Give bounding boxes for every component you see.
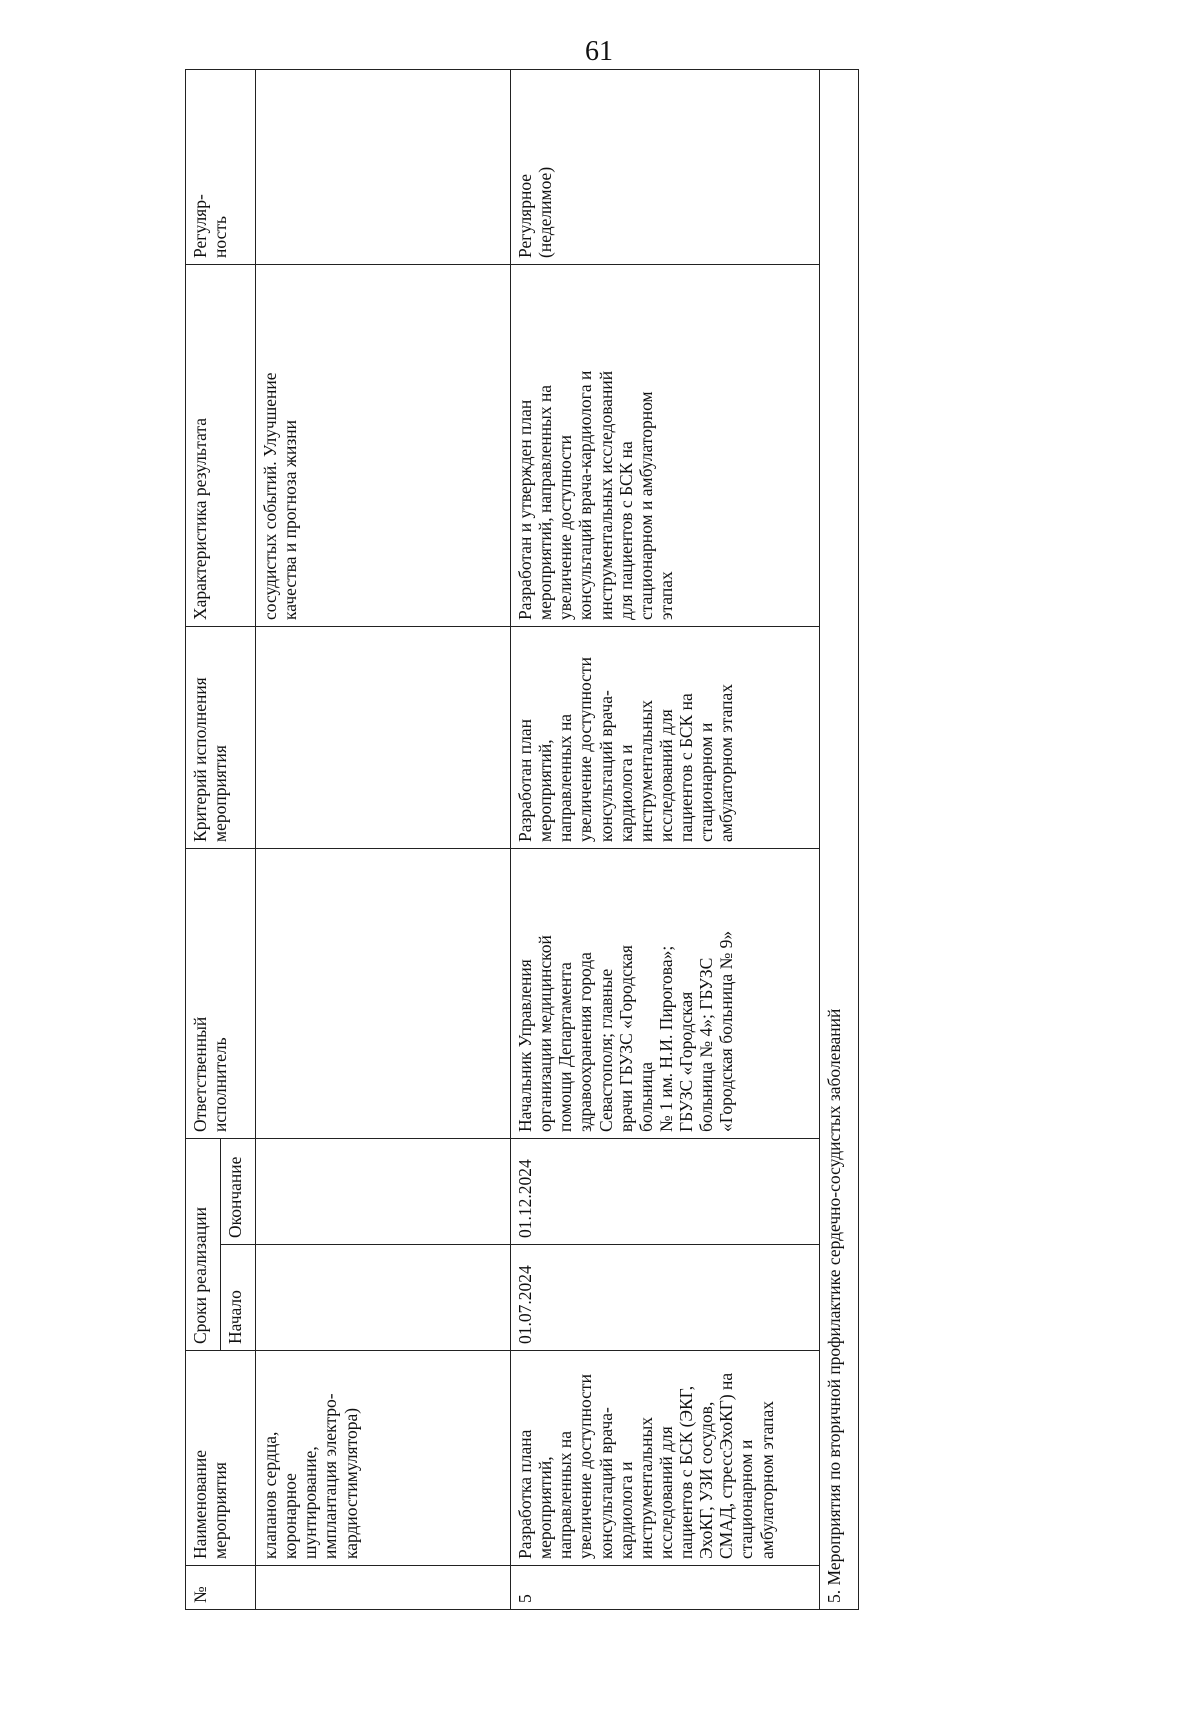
table-row bbox=[256, 69, 511, 1609]
header-dates: Сроки реализации bbox=[186, 1138, 221, 1350]
header-result: Характеристика результата bbox=[186, 264, 256, 626]
header-regularity: Регуляр- ность bbox=[186, 69, 256, 264]
page-number: 61 bbox=[585, 36, 613, 67]
rotated-table-container bbox=[185, 70, 844, 1610]
header-start: Начало bbox=[221, 1245, 256, 1351]
cell-end: 01.12.2024 bbox=[511, 1138, 820, 1244]
cell-criterion bbox=[256, 626, 511, 848]
cell-start: 01.07.2024 bbox=[511, 1245, 820, 1351]
cell-criterion: Разработан план мероприятий, направленных на увеличение доступности консультаций врача- кардиолога и инструментальных исследований для пациентов с БСК на стационарном и амбулаторном этапах bbox=[511, 626, 820, 848]
cell-result: Разработан и утвержден план мероприятий, направленных на увеличение доступности консультаций врача-кардиолога и инструментальных исследований для пациентов с БСК на стационарном и амбулаторном этапах bbox=[511, 264, 820, 626]
cell-name: клапанов сердца, коронарное шунтирование, имплантация электро- кардиостимулятора) bbox=[256, 1351, 511, 1566]
header-responsible: Ответственный исполнитель bbox=[186, 848, 256, 1138]
header-num: № bbox=[186, 1566, 256, 1610]
activities-table bbox=[185, 69, 859, 1610]
cell-result: сосудистых событий. Улучшение качества и прогноза жизни bbox=[256, 264, 511, 626]
cell-responsible: Начальник Управления организации медицинской помощи Департамента здравоохранения города Севастополя; главные врачи ГБУЗС «Городская больница № 1 им. Н.И. Пирогова»; ГБУЗС «Городская больница № 4»; ГБУЗС «Городская больница № 9» bbox=[511, 848, 820, 1138]
header-name: Наименование мероприятия bbox=[186, 1351, 256, 1566]
table-header-row bbox=[186, 69, 221, 1609]
cell-name: Разработка плана мероприятий, направленных на увеличение доступности консультаций врача- кардиолога и инструментальных исследований для пациентов с БСК (ЭКГ, ЭхоКГ, УЗИ сосудов, СМАД, стрессЭхоКГ) на стационарном и амбулаторном этапах bbox=[511, 1351, 820, 1566]
section-title: 5. Мероприятия по вторичной профилактике сердечно-сосудистых заболеваний bbox=[820, 69, 859, 1609]
header-end: Окончание bbox=[221, 1138, 256, 1244]
section-row bbox=[820, 69, 859, 1609]
cell-regularity: Регулярное (неделимое) bbox=[511, 69, 820, 264]
cell-start bbox=[256, 1245, 511, 1351]
header-criterion: Критерий исполнения мероприятия bbox=[186, 626, 256, 848]
cell-responsible bbox=[256, 848, 511, 1138]
cell-num bbox=[256, 1566, 511, 1610]
cell-end bbox=[256, 1138, 511, 1244]
cell-regularity bbox=[256, 69, 511, 264]
table-row bbox=[511, 69, 820, 1609]
cell-num: 5 bbox=[511, 1566, 820, 1610]
